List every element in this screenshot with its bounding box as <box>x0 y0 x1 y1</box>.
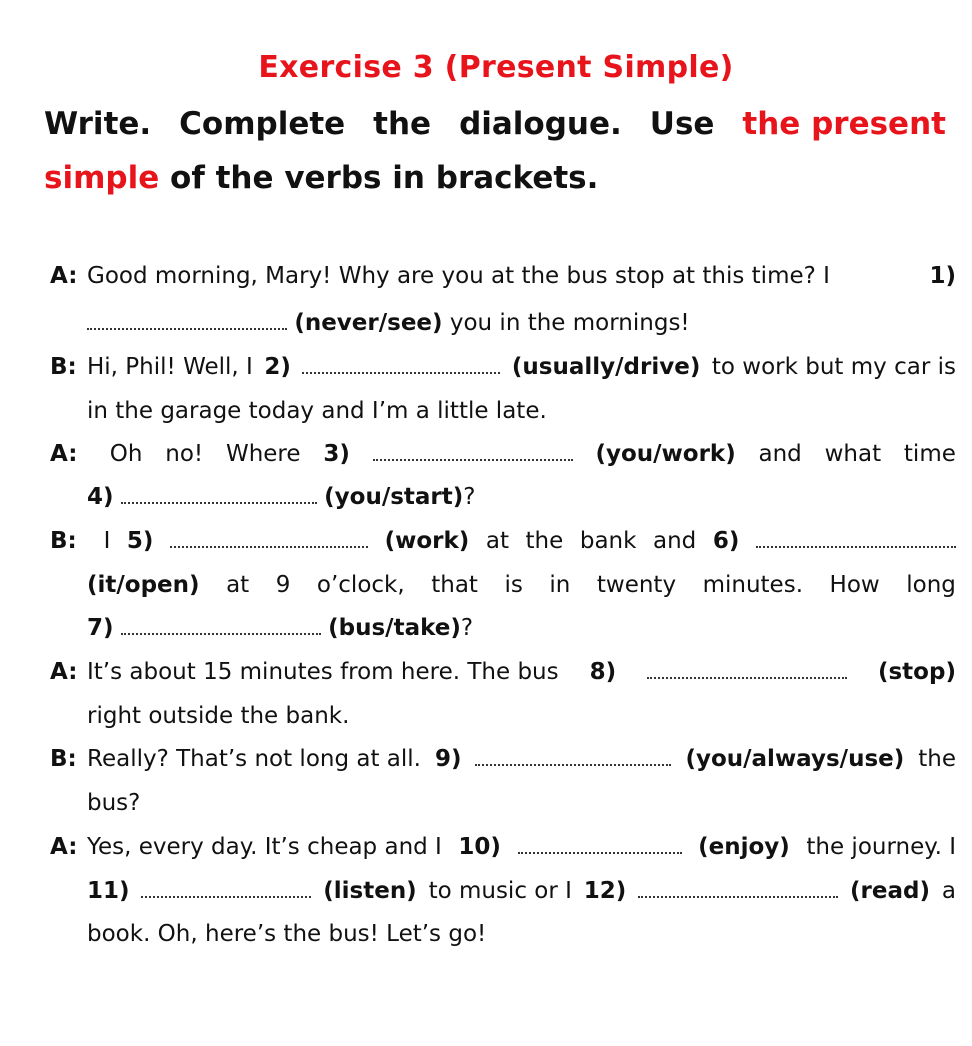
dialogue-text: Good morning, Mary! Why are you at the bus stop at this time? I <box>87 263 830 289</box>
verb-hint: (stop) <box>877 659 956 685</box>
dialogue-text: ? <box>460 615 474 641</box>
answer-blank[interactable] <box>141 882 311 898</box>
instruction-word: dialogue. <box>459 106 622 142</box>
dialogue-word: and <box>758 441 802 467</box>
instruction-highlight: simple <box>44 160 160 196</box>
verb-hint: (you/start) <box>324 484 464 510</box>
gap-number: 2) <box>264 354 291 380</box>
dialogue-word: the <box>525 528 564 554</box>
answer-blank[interactable] <box>638 882 838 898</box>
gap-number: 1) <box>929 263 956 289</box>
instruction-word: Use <box>649 106 715 142</box>
dialogue-text: a <box>941 878 956 904</box>
dialogue-text: Yes, every day. It’s cheap and I <box>87 834 442 860</box>
dialogue-word: that <box>431 572 478 598</box>
gap-number: 10) <box>458 834 501 860</box>
answer-blank[interactable] <box>121 488 317 504</box>
answer-blank[interactable] <box>518 838 682 854</box>
dialogue-word: twenty <box>596 572 677 598</box>
verb-hint: (usually/drive) <box>511 354 701 380</box>
dialogue-word: at <box>485 528 509 554</box>
dialogue-text: book. Oh, here’s the bus! Let’s go! <box>87 921 487 947</box>
dialogue-line <box>87 569 956 601</box>
dialogue-text: the journey. I <box>806 834 956 860</box>
speaker-label: B: <box>50 746 77 772</box>
verb-hint: (read) <box>850 878 930 904</box>
dialogue-text: in the garage today and I’m a little late. <box>87 398 547 424</box>
speaker-label: B: <box>50 528 77 554</box>
dialogue-text: to work but my car is <box>711 354 956 380</box>
dialogue-word: Oh <box>109 441 143 467</box>
dialogue-line <box>50 656 956 688</box>
dialogue-line <box>87 481 956 513</box>
verb-hint: (work) <box>384 528 470 554</box>
gap-number: 11) <box>87 878 130 904</box>
dialogue-text: Really? That’s not long at all. <box>87 746 421 772</box>
dialogue-line <box>50 260 956 292</box>
dialogue-text: ? <box>463 484 476 510</box>
dialogue-word: time <box>903 441 956 467</box>
dialogue-word: long <box>906 572 956 598</box>
answer-blank[interactable] <box>87 314 287 330</box>
gap-number: 4) <box>87 484 114 510</box>
dialogue-line <box>50 831 956 863</box>
verb-hint: (you/always/use) <box>685 746 905 772</box>
gap-number: 3) <box>323 441 350 467</box>
dialogue-text: to music or I <box>428 878 572 904</box>
dialogue-text: bus? <box>87 790 141 816</box>
instruction-word: Write. <box>44 106 152 142</box>
dialogue-text: It’s about 15 minutes from here. The bus <box>87 659 559 685</box>
instruction-line-1 <box>44 106 946 142</box>
dialogue-word: 9 <box>275 572 291 598</box>
dialogue-word: no! <box>165 441 204 467</box>
gap-number: 5) <box>126 528 154 554</box>
dialogue-line <box>87 395 956 427</box>
speaker-label: A: <box>50 659 78 685</box>
answer-blank[interactable] <box>647 663 847 679</box>
dialogue-line <box>50 351 956 383</box>
speaker-label: A: <box>50 834 78 860</box>
speaker-label: A: <box>50 263 78 289</box>
verb-hint: (listen) <box>323 878 417 904</box>
dialogue-line <box>50 525 956 557</box>
dialogue-line <box>87 787 956 819</box>
dialogue-word: what <box>824 441 882 467</box>
dialogue-word: in <box>549 572 571 598</box>
exercise-title: Exercise 3 (Present Simple) <box>258 50 734 85</box>
dialogue-text: you in the mornings! <box>449 310 690 336</box>
instruction-highlight: the present <box>742 106 946 142</box>
dialogue-text: Hi, Phil! Well, I <box>87 354 253 380</box>
dialogue-text: the <box>918 746 956 772</box>
answer-blank[interactable] <box>756 532 956 548</box>
dialogue-line <box>87 918 956 950</box>
dialogue-word: I <box>103 528 111 554</box>
gap-number: 6) <box>712 528 740 554</box>
dialogue-text: right outside the bank. <box>87 703 350 729</box>
gap-number: 7) <box>87 615 114 641</box>
answer-blank[interactable] <box>373 445 573 461</box>
instruction-text: of the verbs in brackets. <box>170 160 599 196</box>
answer-blank[interactable] <box>121 619 321 635</box>
dialogue-word: is <box>504 572 523 598</box>
answer-blank[interactable] <box>170 532 368 548</box>
dialogue-line <box>87 875 956 907</box>
dialogue-line <box>87 700 956 732</box>
verb-hint: (bus/take) <box>328 615 461 641</box>
gap-number: 9) <box>434 746 462 772</box>
dialogue-word: minutes. <box>702 572 804 598</box>
dialogue-line <box>87 612 956 644</box>
instruction-word: Complete <box>179 106 346 142</box>
dialogue-line <box>87 307 956 339</box>
dialogue-line <box>50 743 956 775</box>
speaker-label: A: <box>50 441 78 467</box>
answer-blank[interactable] <box>475 750 671 766</box>
dialogue-word: at <box>226 572 250 598</box>
verb-hint: (never/see) <box>294 310 443 336</box>
verb-hint: (enjoy) <box>698 834 790 860</box>
dialogue-word: bank <box>579 528 637 554</box>
dialogue-word: How <box>829 572 880 598</box>
gap-number: 8) <box>589 659 617 685</box>
verb-hint: (it/open) <box>87 572 200 598</box>
instruction-word: the <box>373 106 432 142</box>
dialogue-line <box>50 438 956 470</box>
speaker-label: B: <box>50 354 77 380</box>
answer-blank[interactable] <box>302 358 500 374</box>
instruction-line-2 <box>44 160 946 196</box>
dialogue-word: Where <box>225 441 301 467</box>
dialogue-word: o’clock, <box>316 572 405 598</box>
gap-number: 12) <box>583 878 627 904</box>
dialogue-word: and <box>653 528 697 554</box>
verb-hint: (you/work) <box>595 441 736 467</box>
